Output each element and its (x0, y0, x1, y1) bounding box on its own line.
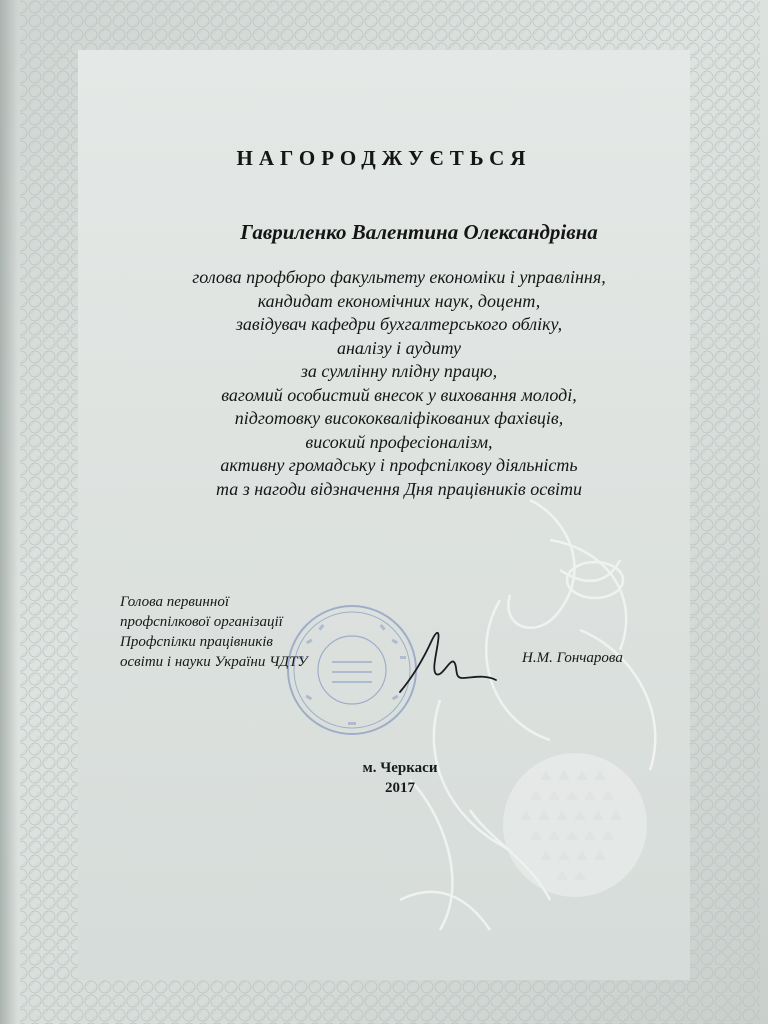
certificate-heading: НАГОРОДЖУЄТЬСЯ (236, 146, 532, 170)
citation-line: голова профбюро факультету економіки і управління, (192, 267, 606, 287)
citation-line: аналізу і аудиту (336, 337, 461, 358)
citation-line: кандидат економічних наук, доцент, (257, 290, 541, 311)
recipient-name: Гавриленко Валентина Олександрівна (240, 220, 598, 244)
citation-line: високий професіоналізм, (305, 431, 493, 452)
citation-line: підготовку висококваліфікованих фахівців, (234, 408, 564, 428)
citation-line: завідувач кафедри бухгалтерського обліку, (235, 314, 563, 334)
signatory-title (120, 592, 307, 672)
place-of-issue: м. Черкаси (362, 760, 438, 776)
citation-line: за сумлінну плідну працю, (300, 361, 498, 381)
citation-line: вагомий особистий внесок у виховання молоді, (221, 384, 577, 405)
handwritten-signature (392, 622, 502, 702)
signatory-title-line: профспілкової організації (120, 614, 283, 630)
year-of-issue: 2017 (385, 780, 415, 796)
signatory-name: Н.М. Гончарова (522, 650, 623, 666)
citation-text (0, 266, 768, 501)
floral-ornament-watermark (380, 480, 700, 940)
citation-line: активну громадську і профспілкову діяльність (220, 455, 578, 475)
signatory-title-line: освіти і науки України ЧДТУ (120, 654, 308, 670)
citation-line: та з нагоди відзначення Дня працівників освіти (215, 478, 583, 499)
signatory-title-line: Профспілки працівників (120, 634, 273, 650)
signatory-title-line: Голова первинної (120, 594, 229, 610)
